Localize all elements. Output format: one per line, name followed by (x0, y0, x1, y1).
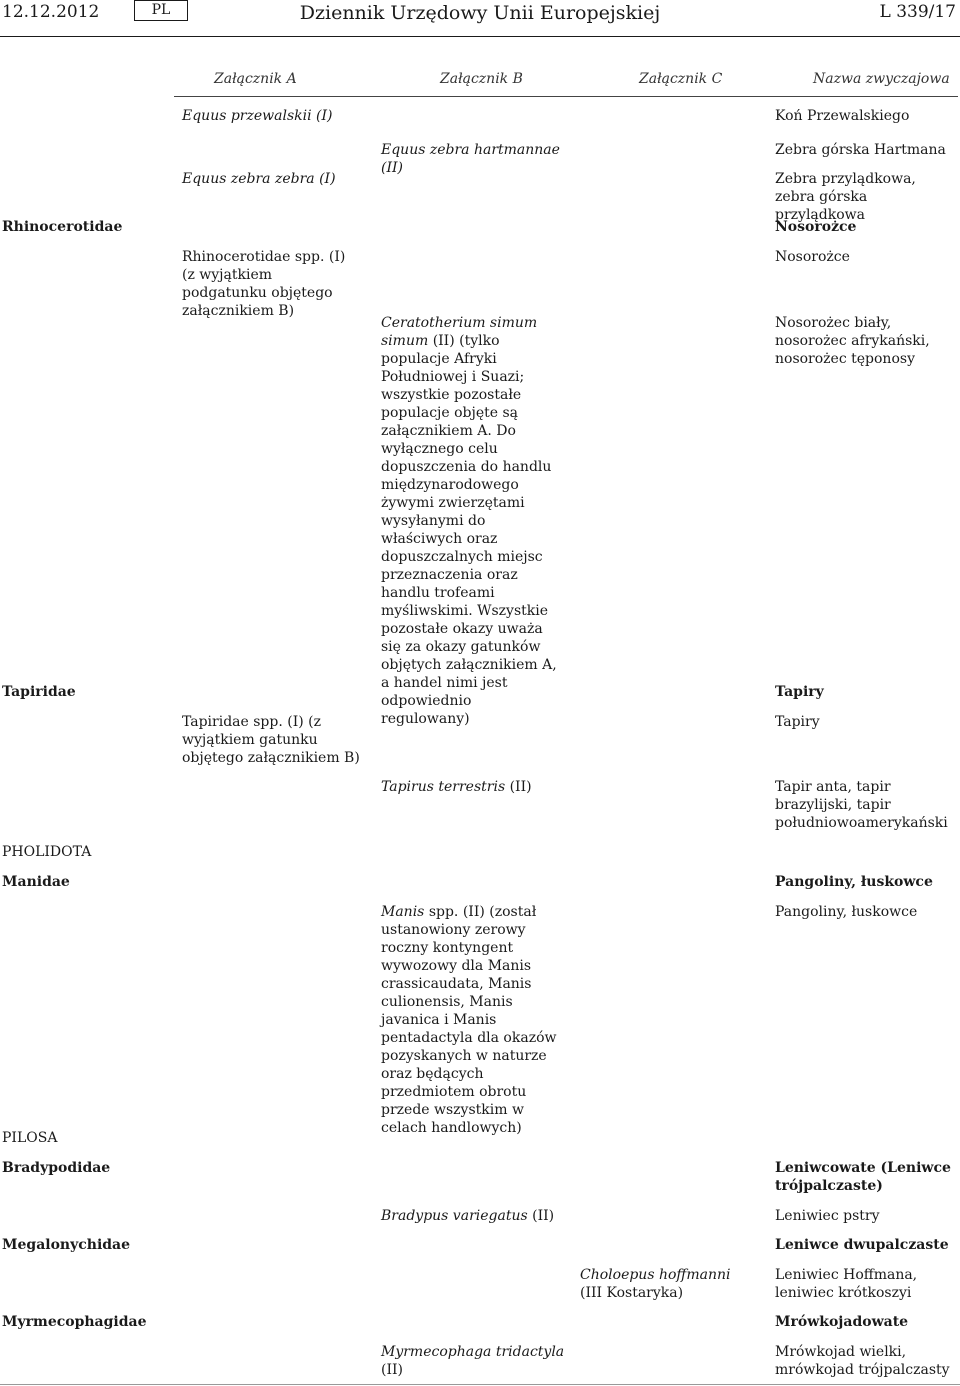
species-name: Ceratotherium simum simum (381, 315, 538, 349)
annex-b-tapirus-terrestris (381, 778, 566, 796)
annex-c-choloepus-hoffmanni (580, 1266, 740, 1302)
common-name-choloepus-hoffmanni: Leniwiec Hoffmana, leniwiec krótkoszyi (775, 1267, 918, 1301)
common-name-equus-hartmannae: Zebra górska Hartmana (775, 142, 946, 158)
language-badge: PL (134, 0, 188, 21)
family-megalonychidae: Megalonychidae (2, 1237, 131, 1253)
annotation: (II) (532, 1208, 555, 1224)
common-name-tapiridae-spp: Tapiry (775, 714, 820, 730)
family-myrmecophagidae: Myrmecophagidae (2, 1314, 147, 1330)
common-name-rhinocerotidae-spp: Nosorożce (775, 249, 850, 265)
common-name-tapiridae: Tapiry (775, 684, 824, 700)
family-manidae: Manidae (2, 874, 70, 890)
annex-b-manis-spp (381, 903, 566, 1137)
common-name-manis-spp: Pangoliny, łuskowce (775, 904, 918, 920)
annex-a-equus-przewalskii: Equus przewalskii (I) (182, 108, 333, 124)
order-pholidota: PHOLIDOTA (2, 844, 92, 860)
annex-a-equus-zebra: Equus zebra zebra (I) (182, 171, 336, 187)
column-header-annex-a: Załącznik A (214, 71, 297, 87)
annex-b-bradypus-variegatus (381, 1207, 566, 1225)
common-name-myrmecophagidae: Mrówkojadowate (775, 1314, 909, 1330)
annex-a-tapiridae-spp: Tapiridae spp. (I) (z wyjątkiem gatunku objętego załącznikiem B) (182, 714, 360, 766)
common-name-equus-zebra: Zebra przylądkowa, zebra górska przylądkowa (775, 171, 916, 223)
bottom-rule (0, 1384, 960, 1385)
annotation: (II) (tylko populacje Afryki Południowej i Suazi; wszystkie pozostałe populacje objęte są załącznikiem A. Do wyłącznego celu dopuszczenia do handlu międzynarodowego żywymi zwierzętami wysyłanymi do właściwych oraz dopuszczalnych miejsc przeznaczenia oraz handlu trofeami myśliwskimi. Wszystkie pozostałe okazy uważa się za okazy gatunków objętych załącznikiem A, a handel nimi jest odpowiednio regulowany) (381, 333, 557, 727)
family-tapiridae: Tapiridae (2, 684, 76, 700)
common-name-ceratotherium: Nosorożec biały, nosorożec afrykański, nosorożec tęponosy (775, 315, 930, 367)
publication-date: 12.12.2012 (2, 2, 100, 22)
column-header-annex-b: Załącznik B (440, 71, 523, 87)
column-header-common-name: Nazwa zwyczajowa (813, 71, 950, 87)
common-name-rhinocerotidae: Nosorożce (775, 219, 857, 235)
annex-b-equus-hartmannae: Equus zebra hartmannae (II) (381, 142, 560, 176)
annotation: (III Kostaryka) (580, 1285, 684, 1301)
species-name: Manis (381, 904, 425, 920)
annex-a-rhinocerotidae-spp: Rhinocerotidae spp. (I) (z wyjątkiem podgatunku objętego załącznikiem B) (182, 249, 346, 319)
annotation: (II) (381, 1362, 403, 1378)
family-bradypodidae: Bradypodidae (2, 1160, 111, 1176)
column-header-rule (174, 96, 958, 97)
species-name: Choloepus hoffmanni (580, 1267, 731, 1283)
common-name-tapirus-terrestris: Tapir anta, tapir brazylijski, tapir południowoamerykański (775, 779, 948, 831)
family-rhinocerotidae: Rhinocerotidae (2, 219, 123, 235)
column-header-annex-c: Załącznik C (639, 71, 723, 87)
common-name-bradypus-variegatus: Leniwiec pstry (775, 1208, 880, 1224)
common-name-megalonychidae: Leniwce dwupalczaste (775, 1237, 949, 1253)
common-name-bradypodidae: Leniwcowate (Leniwce trójpalczaste) (775, 1160, 951, 1194)
common-name-manidae: Pangoliny, łuskowce (775, 874, 933, 890)
annex-b-ceratotherium (381, 314, 561, 728)
species-name: Myrmecophaga tridactyla (381, 1344, 565, 1360)
annex-b-myrmecophaga-tridactyla (381, 1343, 571, 1379)
page-header (0, 0, 960, 36)
annotation: (II) (509, 779, 532, 795)
header-rule (0, 36, 960, 37)
order-pilosa: PILOSA (2, 1130, 58, 1146)
common-name-equus-przewalskii: Koń Przewalskiego (775, 108, 910, 124)
species-name: Tapirus terrestris (381, 779, 506, 795)
species-name: Bradypus variegatus (381, 1208, 528, 1224)
common-name-myrmecophaga-tridactyla: Mrówkojad wielki, mrówkojad trójpalczasty (775, 1344, 950, 1378)
journal-title: Dziennik Urzędowy Unii Europejskiej (299, 2, 661, 24)
page-number: L 339/17 (879, 2, 956, 22)
annotation: spp. (II) (został ustanowiony zerowy roczny kontyngent wywozowy dla Manis crassicaudata, Manis culionensis, Manis javanica i Manis pentadactyla dla okazów pozyskanych w naturze oraz będących przedmiotem obrotu przede wszystkim w celach handlowych) (381, 904, 557, 1136)
